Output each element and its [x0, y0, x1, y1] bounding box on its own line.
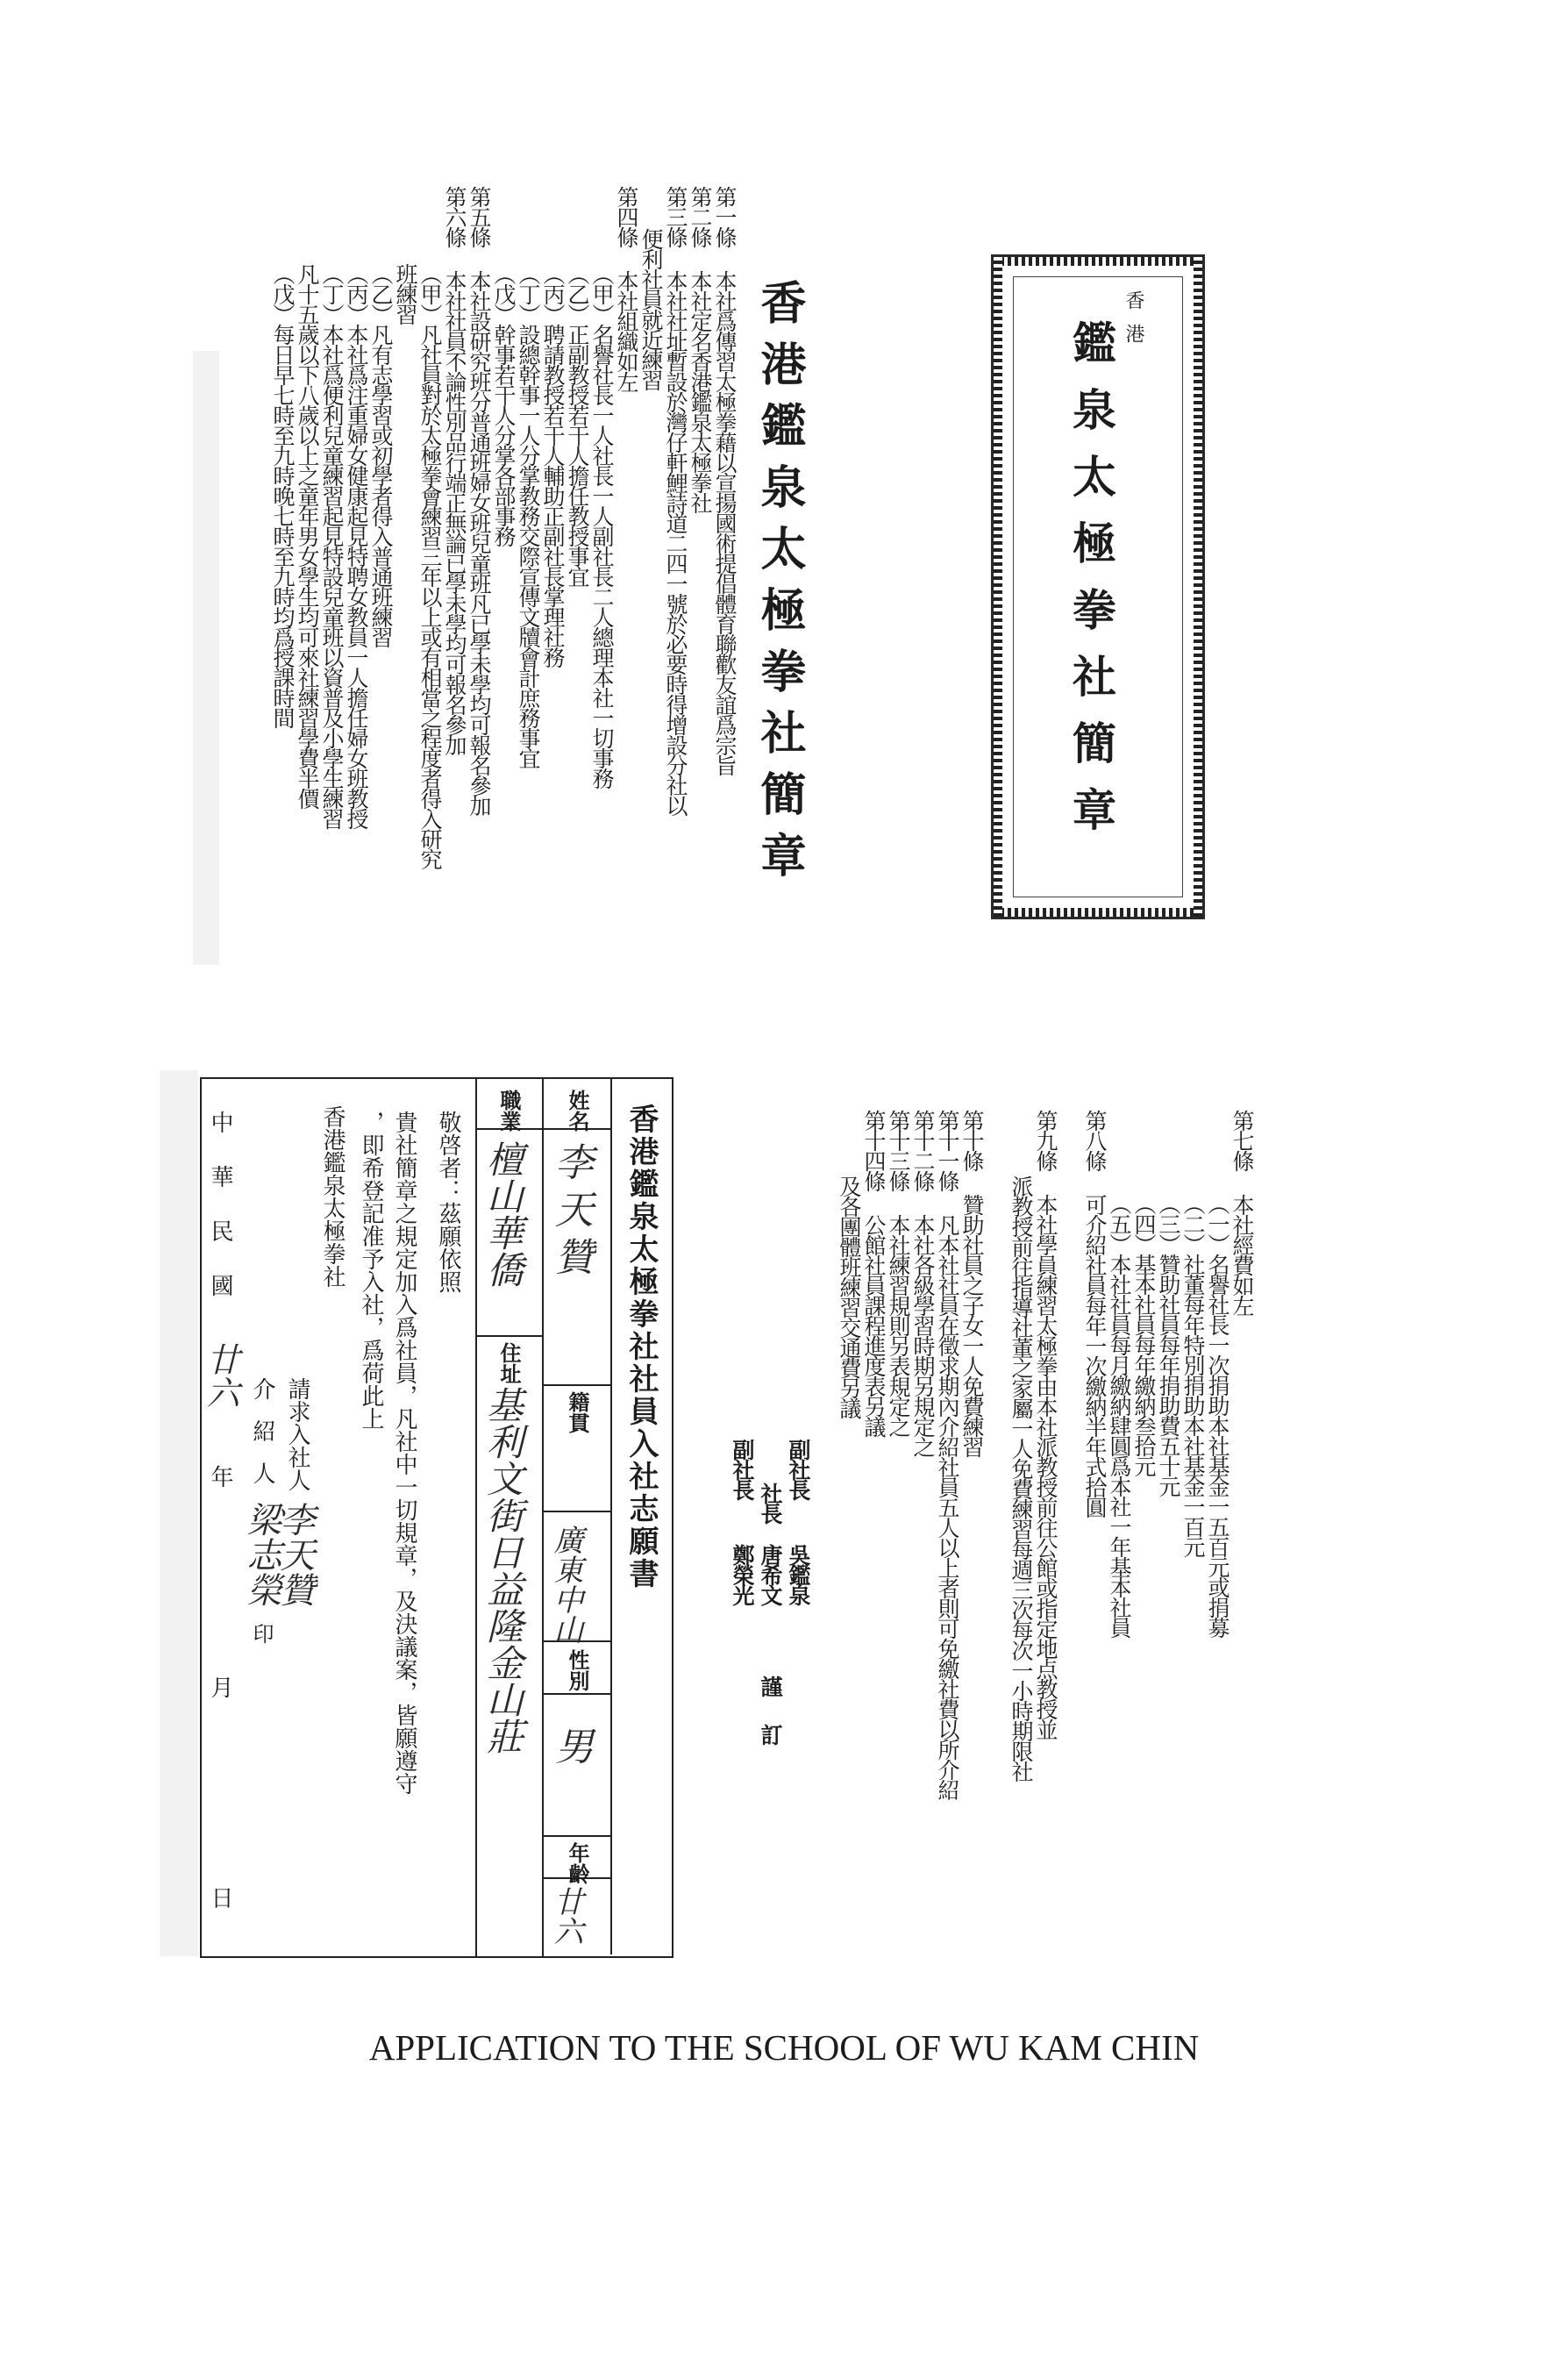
rule-column: （二）社董每年特別捐助本社基金一百元	[1180, 1193, 1206, 1556]
form-addressee: 香港鑑泉太極拳社	[319, 1105, 346, 1288]
date-year: 廿六	[201, 1342, 239, 1409]
cover-border-right	[1194, 257, 1202, 917]
rule-column: （乙）凡有志學習或初學者得入普通班練習	[368, 263, 394, 647]
grid-line	[542, 1511, 610, 1512]
value-name: 李天贊	[548, 1142, 593, 1284]
rule-column: （戊）每日早七時至九時晚七時至九時均爲授課時間	[270, 263, 296, 727]
grid-line	[475, 1079, 477, 1956]
signer-name: 唐希文	[758, 1544, 783, 1604]
rule-column: （戊）幹事若干人分掌各部事務	[491, 263, 517, 546]
cover-border-top	[994, 257, 1202, 266]
cover-title: 鑑泉太極拳社簡章	[1066, 320, 1117, 854]
form-body-line: 貴社簡章之規定加入爲社員，凡社中一切規章，及決議案，皆願遵守	[391, 1111, 417, 1795]
rule-column: 第六條 本社社員不論性別品行端正無論已學未學均可報名參加	[442, 186, 467, 754]
rule-column: 第九條 本社學員練習太極拳由本社派教授前往公館或指定地点教授並	[1033, 1110, 1058, 1739]
rule-column: 第八條 可介紹社員每年一次繳納半年式拾圓	[1082, 1110, 1108, 1517]
form-body-line: ，即希登記准予入社，爲荷此上	[358, 1111, 384, 1430]
value-age: 廿六	[548, 1886, 583, 1946]
label-job: 職業	[496, 1090, 522, 1132]
scan-smudge	[193, 351, 219, 965]
rule-column: 第十一條 凡本社社員在徵求期內介紹社員五人以上者則可免繳社費以所介紹	[935, 1110, 960, 1799]
rule-column: 便利社員就近練習	[638, 228, 664, 389]
rule-column: 第一條 本社爲傳習太極拳藉以宣揚國術提倡體育聯歡友誼爲宗旨	[712, 186, 738, 775]
title-divider	[610, 1079, 612, 1954]
rule-column: 第七條 本社經費如左	[1229, 1110, 1255, 1315]
rule-column: （一）名譽社長一次捐助本社基金一五百元或捐募	[1205, 1193, 1230, 1637]
rule-column: （五）本社社員每月繳納肆圓爲本社一年基本社員	[1107, 1193, 1132, 1637]
label-sex: 性別	[565, 1649, 590, 1691]
rule-column: 第五條 本社設研究班分普通班婦女班兒童班凡已學未學均可報名參加	[467, 186, 492, 815]
rule-column: 第十二條 本社各級學習時期另規定之	[910, 1110, 936, 1456]
grid-line	[542, 1384, 610, 1386]
label-addr: 住址	[496, 1342, 522, 1384]
label-age: 年齡	[565, 1842, 590, 1884]
rule-column: 凡十五歲以下八歲以上之童年男女學生均可來社練習學費半價	[295, 263, 320, 808]
rule-column: 第三條 本社社址暫設於灣仔軒鯉詩道二四一號於必要時得增設分社以	[663, 186, 688, 815]
form-title: 香港鑑泉太極拳社社員入社志願書	[624, 1104, 659, 1590]
rule-column: （三）贊助社員每年捐助費五十元	[1156, 1193, 1181, 1496]
date-year-unit: 年	[207, 1465, 233, 1488]
signer-title: 副社長	[786, 1439, 811, 1499]
rule-column: （甲）凡社員對於太極拳會練習三年以上或有相當之程度者得入研究	[417, 263, 443, 868]
value-job: 檀山華僑	[481, 1140, 524, 1288]
date-prefix: 中華民國	[207, 1111, 233, 1328]
rule-column: 第四條 本社組織如左	[614, 186, 639, 391]
signer-title: 社長	[758, 1483, 783, 1523]
rule-column: 第十四條 公館社員課程進度表另議	[861, 1110, 887, 1436]
grid-line	[542, 1693, 610, 1695]
rule-column: （丁）設總幹事一人分掌教務交際宣傳文牘會計庶務事宜	[516, 263, 541, 768]
cover-border-bottom	[994, 908, 1202, 917]
rule-column: （四）基本社員每年繳納叁拾元	[1131, 1193, 1157, 1476]
signer-name: 鄭榮光	[730, 1544, 755, 1604]
rules-top-title: 香港鑑泉太極拳社簡章	[752, 279, 806, 893]
date-month-unit: 月	[207, 1676, 233, 1698]
cover-page	[991, 254, 1205, 919]
rule-column: （乙）正副教授若干人擔任教授事宜	[565, 263, 590, 586]
rule-column: 第二條 本社定名香港鑑泉太極拳社	[688, 186, 713, 512]
value-native: 廣東中山	[548, 1525, 583, 1644]
cover-border-left	[994, 257, 1002, 917]
rule-column: 第十三條 本社練習規則另表規定之	[886, 1110, 911, 1436]
grid-line	[542, 1835, 610, 1837]
rule-column: （丙）聘請教授若干人輔助正副社長掌理社務	[540, 263, 566, 667]
value-addr: 基利文街日益隆金山莊	[481, 1386, 524, 1754]
rule-column: 第十條 贊助社員之子女一人免費練習	[959, 1110, 985, 1456]
rule-column: （丁）本社爲便利兒童練習起見特設兒童班以資普及小學生練習	[319, 263, 345, 828]
date-day-unit: 日	[207, 1886, 233, 1909]
cover-place: 香港	[1123, 290, 1144, 357]
rule-column: 班練習	[393, 263, 418, 324]
scan-smudge	[160, 1070, 198, 1956]
rule-column: （甲）名譽社長一人社長一人副社長二人總理本社一切事務	[589, 263, 615, 788]
label-name: 姓名	[565, 1090, 590, 1132]
caption: APPLICATION TO THE SCHOOL OF WU KAM CHIN	[368, 2027, 1200, 2068]
introducer-signature: 梁志榮	[241, 1502, 282, 1607]
grid-line	[475, 1335, 542, 1337]
seal-mark: 印	[249, 1623, 274, 1644]
rule-column: 派教授前往指導社董之家屬一人免費練習每週三次每次一小時期限社	[1009, 1175, 1034, 1781]
applicant-signature: 李天贊	[274, 1502, 315, 1607]
applicant-label: 請求入社人	[284, 1377, 310, 1491]
rule-column: （丙）本社爲注重婦女健康起見特聘女教員一人擔任婦女班教授	[344, 263, 369, 828]
rule-column: 及各團體班練習交通費另議	[837, 1175, 862, 1418]
signers-suffix: 謹訂	[758, 1676, 783, 1772]
grid-line	[542, 1079, 544, 1956]
signer-title: 副社長	[730, 1439, 755, 1499]
signer-name: 吳鑑泉	[786, 1544, 811, 1604]
label-native: 籍貫	[565, 1391, 590, 1433]
application-form	[200, 1077, 674, 1958]
introducer-label: 介紹人	[249, 1377, 275, 1504]
salutation: 敬啓者：茲願依照	[435, 1111, 461, 1293]
value-sex: 男	[548, 1726, 593, 1765]
